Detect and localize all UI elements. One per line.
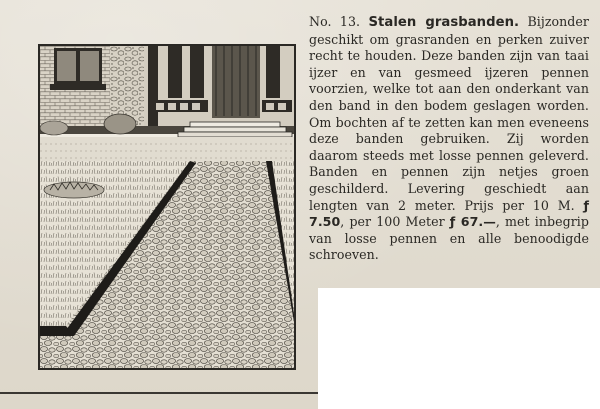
product-description-block bbox=[309, 14, 589, 264]
item-number: No. 13. bbox=[309, 14, 361, 29]
product-illustration bbox=[38, 44, 296, 370]
blank-panel bbox=[318, 288, 600, 409]
price-per-10m: ƒ 7.50 bbox=[309, 197, 589, 230]
item-title: Stalen grasbanden. bbox=[368, 15, 520, 30]
price-per-100m: ƒ 67.— bbox=[449, 214, 496, 230]
item-description: Bijzonder geschikt om grasranden en perken zuiver recht te houden. Deze banden zijn van taai ijzer en van gesmeed ijzeren pennen voorzien, welke tot aan den onderkant van den band in den bodem geslagen worden. Om bochten af te zetten kan men eveneens deze banden gebruiken. Zij worden daarom steeds met losse pennen geleverd. Banden en pennen zijn netjes groen geschilderd. Levering geschiedt aan lengten van 2 meter. Prijs per 10 M. bbox=[309, 14, 589, 213]
page-divider bbox=[0, 392, 318, 394]
price-mid-text: , per 100 Meter bbox=[340, 214, 445, 230]
price-tail-text: , met inbegrip van losse pennen en alle benoodigde schroeven. bbox=[309, 214, 589, 263]
